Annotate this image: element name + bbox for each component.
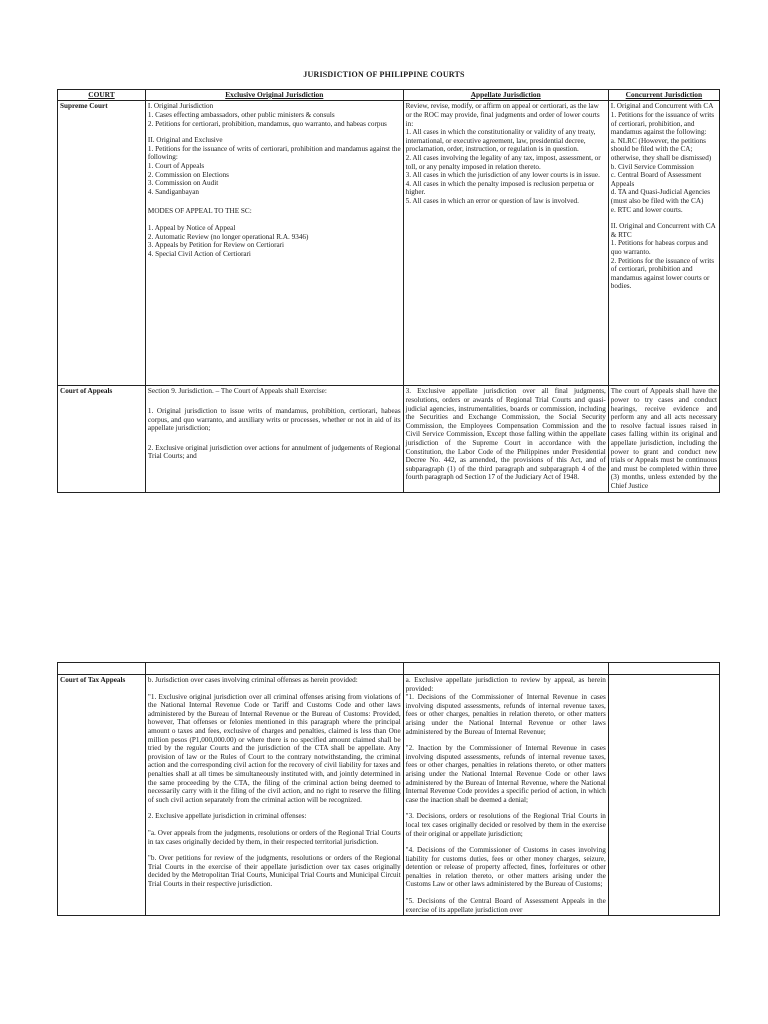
- header-court: COURT: [58, 90, 146, 101]
- blank-row: [58, 663, 720, 675]
- text-line: b. Jurisdiction over cases involving criminal offenses as herein provided:: [147, 676, 358, 684]
- text-line: 1. Court of Appeals: [147, 161, 205, 170]
- text-line: "3. Decisions, orders or resolutions of the Regional Trial Courts in local tex cases originally decided or resolved by them in the exercise of their original or appellate jurisdiction;: [405, 812, 606, 838]
- concurrent-cell: [608, 101, 719, 386]
- text-line: 2. Petitions for certiorari, prohibition, mandamus, quo warranto, and habeas corpus: [147, 119, 387, 128]
- text-line: 5. All cases in which an error or question of law is involved.: [405, 196, 579, 205]
- text-line: 2. Exclusive original jurisdiction over actions for annulment of judgements of Regional Trial Courts; and: [147, 443, 401, 461]
- text-line: "2. Inaction by the Commissioner of Internal Revenue in cases involving disputed assessments, refunds of internal revenue taxes, fees or other charges, penalties in relations thereto, or other matters arising under the National Internal Revenue Code or other laws administered by the Bureau of Internal Revenue, where the National Internal Revenue Code provides a specific period of action, in which case the inaction shall be deemed a denial;: [405, 744, 606, 804]
- table-row-court-of-appeals: [58, 386, 720, 492]
- jurisdiction-table-2: [57, 662, 720, 916]
- text-line: 3. Commission on Audit: [147, 179, 219, 188]
- page-title: JURISDICTION OF PHILIPPINE COURTS: [303, 70, 465, 79]
- text-line: 1. All cases in which the constitutionality or validity of any treaty, international, or executive agreement, law, presidential decree, proclamation, order, instruction, or regulation is in question.: [405, 128, 596, 154]
- text-line: "5. Decisions of the Central Board of Assessment Appeals in the exercise of its appellate jurisdiction over: [405, 897, 606, 914]
- header-concurrent: Concurrent Jurisdiction: [608, 90, 719, 101]
- text-line: II. Original and Exclusive: [147, 136, 223, 145]
- text-line: Section 9. Jurisdiction. – The Court of Appeals shall Exercise:: [147, 387, 327, 396]
- exclusive-cell: [145, 101, 403, 386]
- text-line: 1. Appeal by Notice of Appeal: [147, 223, 236, 232]
- text-line: "b. Over petitions for review of the judgments, resolutions or orders of the Regional Trial Courts in the exercise of their appellate jurisdiction over tax cases originally decided by the Metropolitan Trial Courts, Municipal Trial Courts and Municipal Circuit Trial Courts in their respective jurisdiction.: [147, 854, 401, 888]
- text-line: 2. Petitions for the issuance of writs of certiorari, prohibition and mandamus against lower courts or bodies.: [610, 256, 715, 291]
- text-line: II. Original and Concurrent with CA & RTC: [610, 222, 716, 239]
- text-line: 1. Petitions for habeas corpus and quo warranto.: [610, 239, 708, 256]
- court-name: Supreme Court: [58, 101, 146, 386]
- concurrent-cell: [608, 675, 719, 916]
- header-appellate: Appellate Jurisdiction: [403, 90, 608, 101]
- text-line: I. Original Jurisdiction: [147, 102, 214, 111]
- header-row: [58, 90, 720, 101]
- exclusive-cell: [145, 675, 403, 916]
- table-row-supreme-court: [58, 101, 720, 386]
- text-line: Review, revise, modify, or affirm on appeal or certiorari, as the law or the ROC may provide, final judgments and order of lower courts in:: [405, 102, 600, 128]
- text-line: "1. Decisions of the Commissioner of Internal Revenue in cases involving disputed assessments, refunds of internal revenue taxes, fees or other charges, penalties in relation thereto, or other matters arising under the National Internal Revenue or other laws administered by the Bureau of Internal Revenue;: [405, 693, 606, 736]
- text-line: "1. Exclusive original jurisdiction over all criminal offenses arising from violations of the National Internal Revenue Code or Tariff and Customs Code and other laws administered by the Bureau of Internal Revenue or the Bureau of Customs: Provided, however, That offenses or felonies mentioned in this paragraph where the principal amount o taxes and fees, exclusive of charges and penalties, claimed is less than One million pesos (P1,000,000.00) or where there is no specified amount claimed shall be tried by the regular Courts and the jurisdiction of the CTA shall be appellate. Any provision of law or the Rules of Court to the contrary notwithstanding, the criminal action and the corresponding civil action for the recovery of civil liability for taxes and penalties shall at all times be simultaneously instituted with, and jointly determined in the same proceeding by the CTA, the filing of the criminal action being deemed to necessarily carry with it the filing of the civil action, and no right to reserve the filling of such civil action separately from the criminal action will be recognized.: [147, 692, 401, 804]
- text-line: 2. Exclusive appellate jurisdiction in criminal offenses:: [147, 812, 307, 821]
- text-line: 2. All cases involving the legality of any tax, impost, assessment, or toll, or any penalty imposed in relation thereto.: [405, 153, 601, 171]
- court-name: Court of Tax Appeals: [58, 675, 146, 916]
- header-exclusive: Exclusive Original Jurisdiction: [145, 90, 403, 101]
- text-line: 4. All cases in which the penalty imposed is reclusion perpetua or higher.: [405, 179, 595, 197]
- text-line: 1. Petitions for the issuance of writs of certiorari, prohibition, and mandamus against the following:: [610, 111, 715, 137]
- text-line: d. TA and Quasi-Judicial Agencies (must also be filed with the CA): [610, 188, 711, 205]
- text-line: a. Exclusive appellate jurisdiction to review by appeal, as herein provided:: [405, 676, 606, 693]
- appellate-cell: 3. Exclusive appellate jurisdiction over all final judgments, resolutions, orders or awards of Regional Trial Courts and quasi-judicial agencies, instrumentalities, boards or commission, including the Securities and Exchange Commission, the Social Security Commission, the Employees Compensation Commission and the Civil Service Commission, Except those falling within the appellate jurisdiction of the Supreme Court in accordance with the Constitution, the Labor Code of the Philippines under Presidential Decree No. 442, as amended, the provisions of this Act, and of subparagraph (1) of the third paragraph and subparagraph 4 of the fourth paragraph od Section 17 of the Judiciary Act of 1948.: [403, 386, 608, 492]
- text-line: 2. Commission on Elections: [147, 170, 229, 179]
- concurrent-cell: The court of Appeals shall have the power to try cases and conduct hearings, receive evidence and perform any and all acts necessary to resolve factual issues raised in cases falling within its original and appellate jurisdiction, including the power to grant and conduct new trials or Appeals must be continuous and must be completed within three (3) months, unless extended by the Chief Justice: [608, 386, 719, 492]
- exclusive-cell: [145, 386, 403, 492]
- text-line: 3. Appeals by Petition for Review on Certiorari: [147, 241, 285, 250]
- text-line: 1. Original jurisdiction to issue writs of mandamus, prohibition, certiorari, habeas corpus, and quo warranto, and auxiliary writs or processes, whether or not in aid of its appellate jurisdiction;: [147, 407, 401, 433]
- text-line: "4. Decisions of the Commissioner of Customs in cases involving liability for customs duties, fees or other money charges, seizure, detention or release of property affected, fines, forfeitures or other penalties in relation thereto, or other matters arising under the Customs Law or other laws administered by the Bureau of Customs;: [405, 846, 606, 889]
- modes-title: MODES OF APPEAL TO THE SC:: [147, 207, 252, 216]
- text-line: 3. All cases in which the jurisdiction of any lower courts is in issue.: [405, 171, 600, 180]
- text-line: 2. Automatic Review (no longer operational R.A. 9346): [147, 232, 309, 241]
- table-row-court-of-tax-appeals: [58, 675, 720, 916]
- text-line: 4. Special Civil Action of Certiorari: [147, 249, 251, 258]
- text-line: 1. Petitions for the issuance of writs of certiorari, prohibition and mandamus against the following:: [147, 144, 401, 162]
- jurisdiction-table-1: [57, 89, 720, 493]
- text-line: 4. Sandiganbayan: [147, 187, 200, 196]
- text-line: 1. Cases effecting ambassadors, other public ministers & consuls: [147, 111, 335, 119]
- text-line: "a. Over appeals from the judgments, resolutions or orders of the Regional Trial Courts in tax cases originally decided by them, in their respected territorial jurisdiction.: [147, 828, 401, 846]
- appellate-cell: [403, 675, 608, 916]
- text-line: b. Civil Service Commission: [610, 162, 694, 171]
- text-line: I. Original and Concurrent with CA: [610, 102, 714, 111]
- text-line: a. NLRC (However, the petitions should be filed with the CA; otherwise, they shall be dismissed): [610, 136, 712, 162]
- text-line: c. Central Board of Assessment Appeals: [610, 171, 702, 188]
- court-name: Court of Appeals: [58, 386, 146, 492]
- text-line: e. RTC and lower courts.: [610, 205, 683, 214]
- appellate-cell: [403, 101, 608, 386]
